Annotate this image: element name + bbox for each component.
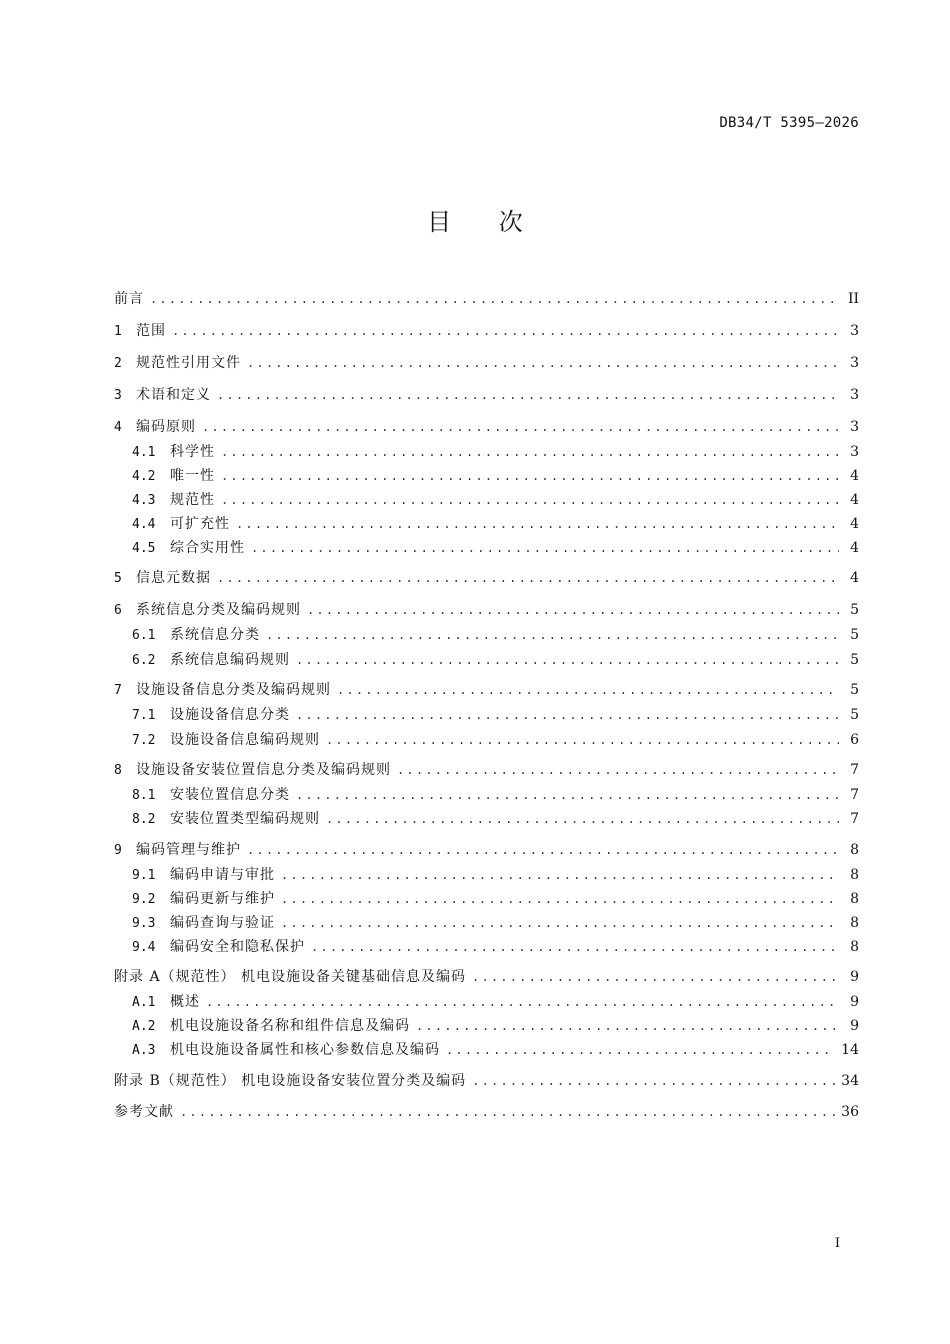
toc-leader-dots [337,680,839,700]
toc-entry-title: 编码安全和隐私保护 [170,939,305,955]
toc-entry-number: 4.1 [132,445,156,460]
toc-entry-page: 8 [850,842,859,858]
toc-entry-page: 3 [850,323,859,339]
toc-entry-number: 6 [114,603,122,618]
toc-entry-title: 规范性 [170,492,215,508]
toc-entry-page: 4 [850,540,859,556]
toc-leader-dots [217,385,839,405]
toc-entry-number: 9.3 [132,916,156,931]
toc-entry-title: 规范性引用文件 [136,355,241,371]
toc-leader-dots [281,865,839,885]
toc-leader-dots [236,514,839,534]
toc-entry-number: 8 [114,763,122,778]
toc-entry-number: 1 [114,324,122,339]
toc-entry-page: 4 [850,570,859,586]
toc-entry-number: 4.2 [132,469,156,484]
toc-entry-number: 7 [114,683,122,698]
toc-entry-page: 4 [850,492,859,508]
toc-entry-page: 7 [850,787,859,803]
toc-entry[interactable] [114,1102,859,1122]
toc-entry[interactable] [132,650,859,670]
toc-leader-dots [281,889,839,909]
toc-entry-title: 参考文献 [114,1104,174,1120]
toc-leader-dots [172,321,839,341]
toc-entry[interactable] [114,568,859,588]
toc-leader-dots [296,705,839,725]
toc-entry-title: 前言 [114,291,144,307]
toc-entry[interactable] [114,840,859,860]
toc-entry-page: 3 [850,355,859,371]
toc-entry[interactable] [132,785,859,805]
toc-entry-title: 概述 [170,994,200,1010]
toc-entry-number: 9.2 [132,892,156,907]
toc-entry[interactable] [114,680,859,700]
toc-entry[interactable] [132,1016,859,1036]
toc-entry-title: 机电设施设备属性和核心参数信息及编码 [170,1042,440,1058]
toc-leader-dots [416,1016,839,1036]
toc-entry[interactable] [132,538,859,558]
toc-entry-page: 8 [850,915,859,931]
toc-entry[interactable] [114,385,859,405]
toc-entry-number: 9 [114,843,122,858]
toc-entry-number: 6.2 [132,653,156,668]
toc-entry-title: 编码管理与维护 [136,842,241,858]
toc-entry-page: 9 [850,969,859,985]
toc-leader-dots [311,937,839,957]
toc-entry[interactable] [132,992,859,1012]
toc-entry-number: 5 [114,571,122,586]
toc-entry-title: 综合实用性 [170,540,245,556]
toc-entry[interactable] [132,705,859,725]
toc-entry-page: 4 [850,468,859,484]
toc-leader-dots [326,730,839,750]
toc-entry-title: 科学性 [170,444,215,460]
toc-entry-page: 5 [850,707,859,723]
toc-entry-title: 设施设备信息分类及编码规则 [136,682,331,698]
toc-entry-page: 3 [850,419,859,435]
toc-entry-title: 编码查询与验证 [170,915,275,931]
toc-entry-title: 编码更新与维护 [170,891,275,907]
toc-entry-number: 7.2 [132,733,156,748]
toc-entry[interactable] [132,889,859,909]
toc-entry-title: 设施设备安装位置信息分类及编码规则 [136,762,391,778]
toc-entry-page: 3 [850,387,859,403]
toc-entry-page: 5 [850,627,859,643]
toc-entry-title: 范围 [136,323,166,339]
toc-entry-number: 6.1 [132,628,156,643]
toc-entry[interactable] [132,514,859,534]
toc-entry-page: 7 [850,762,859,778]
toc-entry-title: 安装位置类型编码规则 [170,811,320,827]
toc-leader-dots [206,992,839,1012]
toc-entry-number: A.3 [132,1043,156,1058]
toc-entry-title: 系统信息编码规则 [170,652,290,668]
toc-leader-dots [180,1102,835,1122]
toc-entry[interactable] [132,937,859,957]
toc-entry-title: 附录 B（规范性） 机电设施设备安装位置分类及编码 [114,1073,467,1089]
toc-entry-title: 设施设备信息编码规则 [170,732,320,748]
toc-entry-title: 唯一性 [170,468,215,484]
toc-entry-page: 14 [841,1042,859,1058]
document-code: DB34/T 5395—2026 [719,115,859,131]
toc-entry[interactable] [132,490,859,510]
toc-leader-dots [472,967,839,987]
toc-entry[interactable] [132,809,859,829]
toc-entry[interactable] [114,353,859,373]
toc-entry[interactable] [114,600,859,620]
toc-leader-dots [217,568,839,588]
toc-leader-dots [326,809,839,829]
toc-entry-title: 可扩充性 [170,516,230,532]
toc-entry-number: 2 [114,356,122,371]
toc-leader-dots [296,785,839,805]
toc-leader-dots [446,1040,835,1060]
toc-entry[interactable] [114,760,859,780]
toc-entry-title: 安装位置信息分类 [170,787,290,803]
toc-entry-page: 5 [850,602,859,618]
toc-leader-dots [296,650,839,670]
page-number: I [834,1236,840,1251]
toc-entry[interactable] [132,913,859,933]
toc-leader-dots [397,760,839,780]
toc-entry-page: 8 [850,939,859,955]
toc-leader-dots [221,490,839,510]
toc-entry-title: 编码原则 [136,419,196,435]
toc-entry-page: 8 [850,867,859,883]
toc-entry-page: 5 [850,682,859,698]
toc-entry[interactable] [132,1040,859,1060]
toc-leader-dots [472,1071,835,1091]
toc-entry-title: 设施设备信息分类 [170,707,290,723]
toc-entry-page: 6 [850,732,859,748]
toc-leader-dots [150,289,839,309]
toc-entry-page: 9 [850,1018,859,1034]
toc-leader-dots [251,538,839,558]
toc-entry-page: 34 [841,1073,859,1089]
toc-entry-page: 4 [850,516,859,532]
toc-entry-title: 术语和定义 [136,387,211,403]
toc-leader-dots [281,913,839,933]
toc-entry[interactable] [132,730,859,750]
toc-entry[interactable] [114,417,859,437]
toc-entry-number: 9.4 [132,940,156,955]
toc-entry-page: 5 [850,652,859,668]
toc-entry-number: 4 [114,420,122,435]
toc-entry-title: 机电设施设备名称和组件信息及编码 [170,1018,410,1034]
toc-entry-number: 4.4 [132,517,156,532]
toc-entry-number: 4.3 [132,493,156,508]
toc-entry-title: 信息元数据 [136,570,211,586]
toc-title: 目 次 [427,208,543,236]
toc-entry-page: 9 [850,994,859,1010]
toc-entry[interactable] [132,865,859,885]
toc-leader-dots [266,625,839,645]
toc-entry-title: 系统信息分类及编码规则 [136,602,301,618]
toc-entry-page: II [847,291,859,307]
toc-entry-number: A.1 [132,995,156,1010]
toc-entry-page: 8 [850,891,859,907]
toc-entry-number: 8.2 [132,812,156,827]
toc-entry-page: 3 [850,444,859,460]
toc-entry[interactable] [114,289,859,309]
toc-entry-page: 36 [841,1104,859,1120]
toc-entry-number: 9.1 [132,868,156,883]
toc-entry[interactable] [132,466,859,486]
toc-entry[interactable] [114,967,859,987]
toc-entry[interactable] [114,321,859,341]
toc-entry[interactable] [114,1071,859,1091]
toc-leader-dots [247,353,839,373]
toc-leader-dots [247,840,839,860]
toc-leader-dots [202,417,839,437]
toc-entry-number: 8.1 [132,788,156,803]
toc-entry[interactable] [132,625,859,645]
toc-leader-dots [307,600,839,620]
toc-entry-number: 3 [114,388,122,403]
toc-entry-page: 7 [850,811,859,827]
toc-entry-number: 4.5 [132,541,156,556]
toc-entry-title: 附录 A（规范性） 机电设施设备关键基础信息及编码 [114,969,467,985]
toc-entry-number: 7.1 [132,708,156,723]
toc-leader-dots [221,466,839,486]
toc-entry-number: A.2 [132,1019,156,1034]
toc-entry[interactable] [132,442,859,462]
toc-entry-title: 系统信息分类 [170,627,260,643]
toc-leader-dots [221,442,839,462]
toc-entry-title: 编码申请与审批 [170,867,275,883]
